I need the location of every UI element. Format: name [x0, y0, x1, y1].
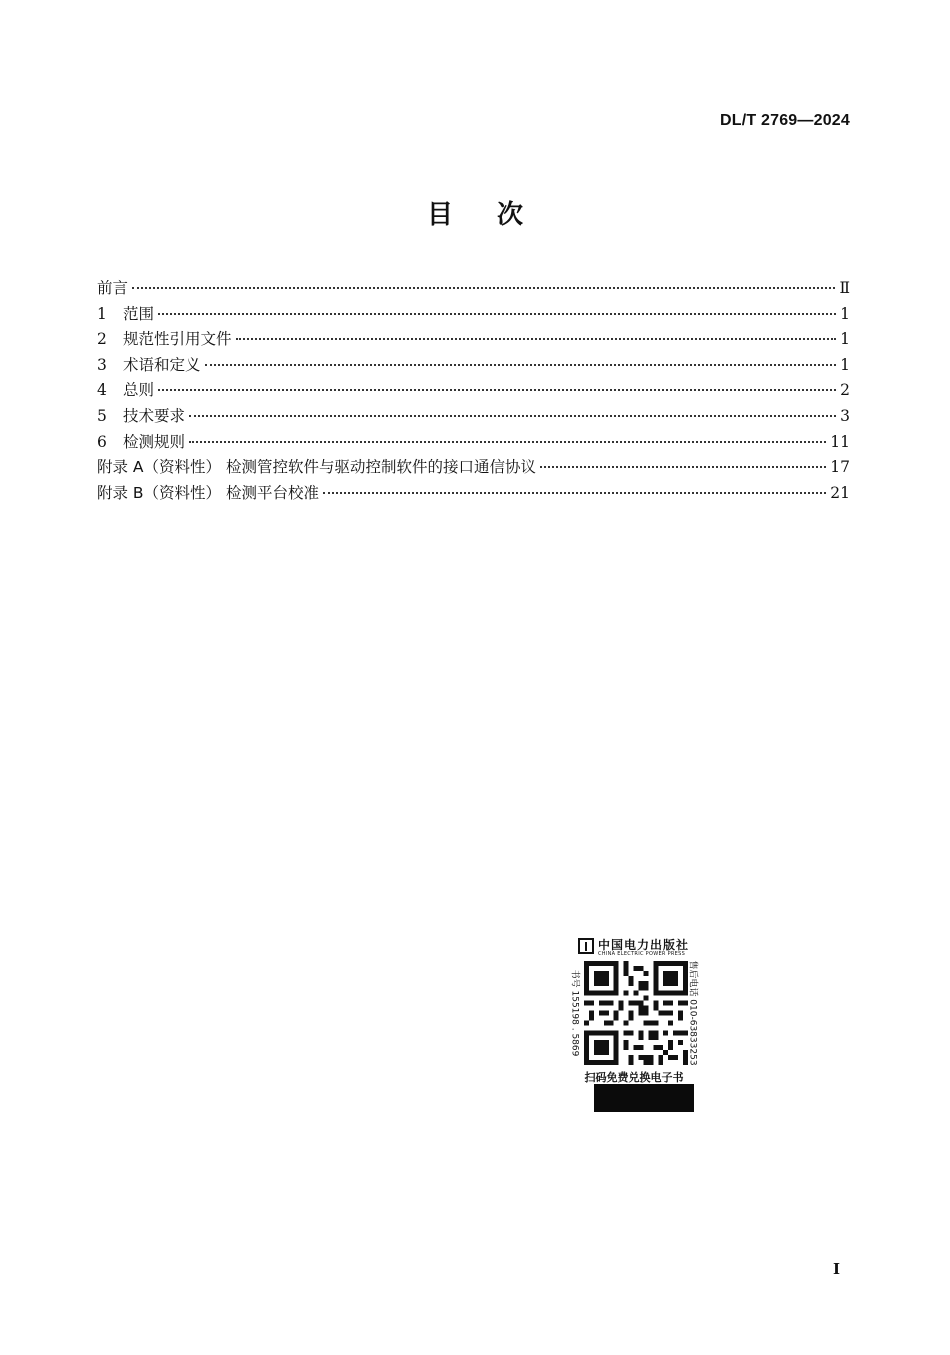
- toc-entry-label: 1 范围: [97, 304, 155, 323]
- toc-entry-page: 3: [840, 406, 850, 425]
- page-title: 目次: [426, 200, 567, 230]
- qr-code-icon[interactable]: [584, 961, 688, 1065]
- toc-entry-page: 17: [830, 458, 850, 477]
- toc-entry-label: 前言: [97, 279, 129, 297]
- table-of-contents: [97, 276, 850, 506]
- toc-entry-page: 1: [840, 304, 850, 323]
- toc-leader-dots: [323, 492, 826, 494]
- toc-entry-1[interactable]: [97, 302, 850, 328]
- toc-entry-preface[interactable]: [97, 276, 850, 302]
- toc-leader-dots: [189, 415, 836, 417]
- toc-entry-page: 1: [840, 355, 850, 374]
- toc-entry-4[interactable]: [97, 378, 850, 404]
- toc-leader-dots: [205, 364, 837, 366]
- scan-instruction: 扫码免费兑换电子书: [584, 1071, 684, 1084]
- publisher-brand: [578, 937, 698, 961]
- publisher-name-en: CHINA ELECTRIC POWER PRESS: [598, 951, 686, 957]
- toc-entry-page: 21: [830, 483, 850, 502]
- toc-leader-dots: [158, 389, 836, 391]
- service-phone: 售后电话 010-63833253: [687, 960, 698, 1066]
- toc-leader-dots: [132, 287, 835, 289]
- toc-entry-label: 附录 B（资料性） 检测平台校准: [97, 483, 319, 502]
- book-number: 书号 155198 . 5869: [569, 969, 580, 1057]
- toc-entry-3[interactable]: [97, 353, 850, 379]
- toc-entry-label: 5 技术要求: [97, 406, 186, 425]
- toc-entry-label: 6 检测规则: [97, 432, 186, 451]
- toc-entry-appendix-b[interactable]: [97, 481, 850, 507]
- publisher-name-cn: 中国电力出版社: [598, 938, 690, 952]
- toc-entry-2[interactable]: [97, 327, 850, 353]
- page-number: I: [832, 1260, 840, 1278]
- toc-entry-page: 11: [830, 432, 850, 451]
- toc-entry-appendix-a[interactable]: [97, 455, 850, 481]
- toc-leader-dots: [158, 313, 836, 315]
- toc-leader-dots: [189, 441, 826, 443]
- toc-entry-label: 2 规范性引用文件: [97, 330, 232, 349]
- toc-leader-dots: [540, 466, 826, 468]
- redacted-code-block: [594, 1084, 694, 1112]
- toc-entry-page: Ⅱ: [839, 279, 850, 297]
- toc-entry-5[interactable]: [97, 404, 850, 430]
- publisher-logo-icon: [578, 938, 594, 954]
- toc-entry-page: 2: [840, 381, 850, 400]
- ebook-sticker: [566, 933, 702, 1115]
- toc-entry-label: 3 术语和定义: [97, 355, 201, 374]
- toc-leader-dots: [236, 338, 837, 340]
- toc-entry-6[interactable]: [97, 430, 850, 456]
- toc-entry-label: 附录 A（资料性） 检测管控软件与驱动控制软件的接口通信协议: [97, 458, 536, 477]
- standard-number: DL/T 2769—2024: [720, 112, 850, 129]
- toc-entry-page: 1: [840, 330, 850, 349]
- toc-entry-label: 4 总则: [97, 381, 155, 400]
